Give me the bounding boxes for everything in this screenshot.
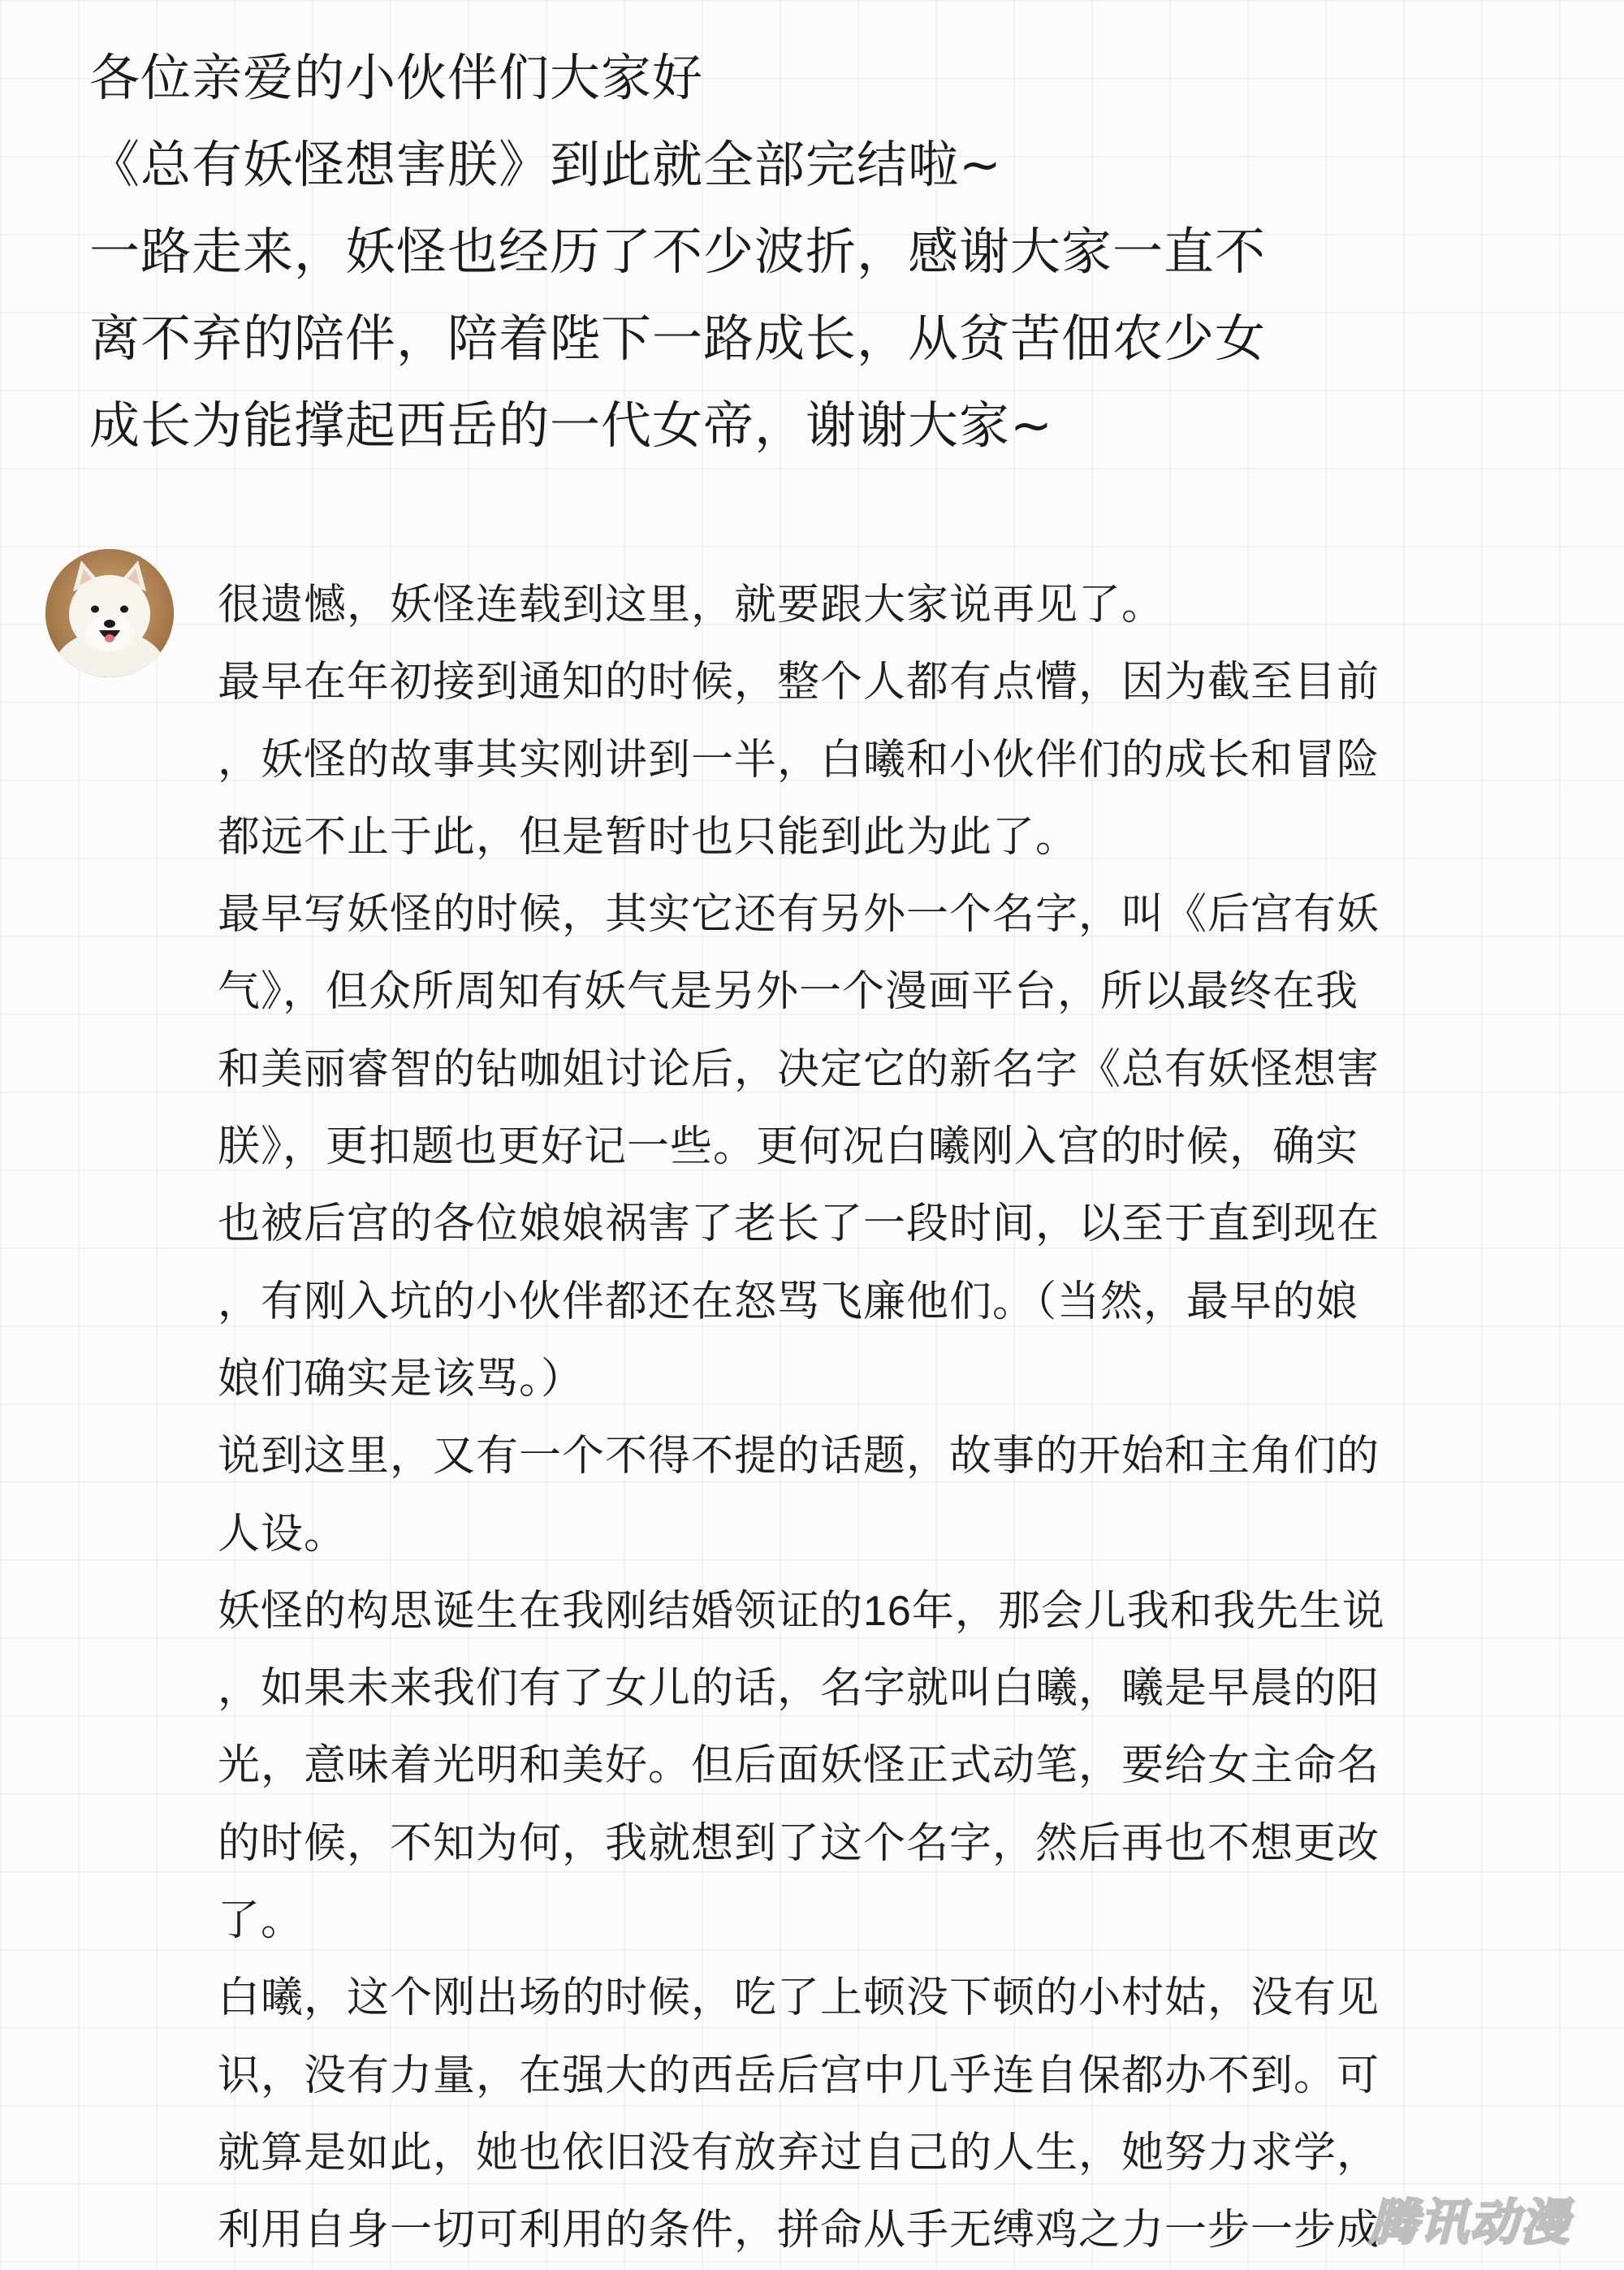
letter-line: ，如果未来我们有了女儿的话，名字就叫白曦，曦是早晨的阳: [218, 1665, 1380, 1713]
intro-line: 离不弃的陪伴，陪着陛下一路成长，从贫苦佃农少女: [89, 309, 1267, 368]
intro-line: 各位亲爱的小伙伴们大家好: [89, 48, 704, 107]
letter-line: 都远不止于此，但是暂时也只能到此为此了。: [218, 813, 1079, 861]
letter-line: 就算是如此，她也依旧没有放弃过自己的人生，她努力求学，: [218, 2129, 1380, 2177]
tencent-comics-watermark: 腾讯动漫: [1369, 2194, 1570, 2251]
letter-line: 利用自身一切可利用的条件，拼命从手无缚鸡之力一步一步成: [218, 2207, 1380, 2255]
intro-line: 一路走来，妖怪也经历了不少波折，感谢大家一直不: [89, 222, 1267, 281]
letter-line: 光，意味着光明和美好。但后面妖怪正式动笔，要给女主命名: [218, 1742, 1380, 1790]
letter-line: 说到这里，又有一个不得不提的话题，故事的开始和主角们的: [218, 1433, 1380, 1481]
letter-line: 朕》，更扣题也更好记一些。更何况白曦刚入宫的时候，确实: [218, 1123, 1359, 1171]
letter-line: 了。: [218, 1897, 304, 1945]
letter-line: 和美丽睿智的钻咖姐讨论后，决定它的新名字《总有妖怪想害: [218, 1045, 1380, 1093]
letter-line: 娘们确实是该骂。）: [218, 1355, 585, 1403]
samoyed-dog-avatar-icon: [45, 549, 174, 677]
letter-line: 的时候，不知为何，我就想到了这个名字，然后再也不想更改: [218, 1819, 1380, 1867]
intro-line: 成长为能撑起西岳的一代女帝，谢谢大家~: [89, 396, 1053, 455]
letter-line: 人设。: [218, 1510, 348, 1558]
letter-text-block: [218, 567, 1549, 2270]
intro-text-block: [89, 34, 1470, 469]
intro-line: 《总有妖怪想害朕》到此就全部完结啦~: [89, 135, 1002, 194]
letter-line: 最早在年初接到通知的时候，整个人都有点懵，因为截至目前: [218, 659, 1380, 707]
letter-line: ，妖怪的故事其实刚讲到一半，白曦和小伙伴们的成长和冒险: [218, 736, 1380, 784]
letter-line: 最早写妖怪的时候，其实它还有另外一个名字，叫《后宫有妖: [218, 891, 1380, 939]
letter-line: 气》，但众所周知有妖气是另外一个漫画平台，所以最终在我: [218, 968, 1359, 1016]
letter-line: ，有刚入坑的小伙伴都还在怒骂飞廉他们。（当然，最早的娘: [218, 1278, 1359, 1325]
letter-line: 很遗憾，妖怪连载到这里，就要跟大家说再见了。: [218, 582, 1165, 629]
letter-line: 识，没有力量，在强大的西岳后宫中几乎连自保都办不到。可: [218, 2052, 1380, 2099]
letter-line: 妖怪的构思诞生在我刚结婚领证的16年，那会儿我和我先生说: [218, 1587, 1385, 1635]
letter-line: 也被后宫的各位娘娘祸害了老长了一段时间，以至于直到现在: [218, 1200, 1380, 1248]
letter-line: 白曦，这个刚出场的时候，吃了上顿没下顿的小村姑，没有见: [218, 1974, 1380, 2022]
